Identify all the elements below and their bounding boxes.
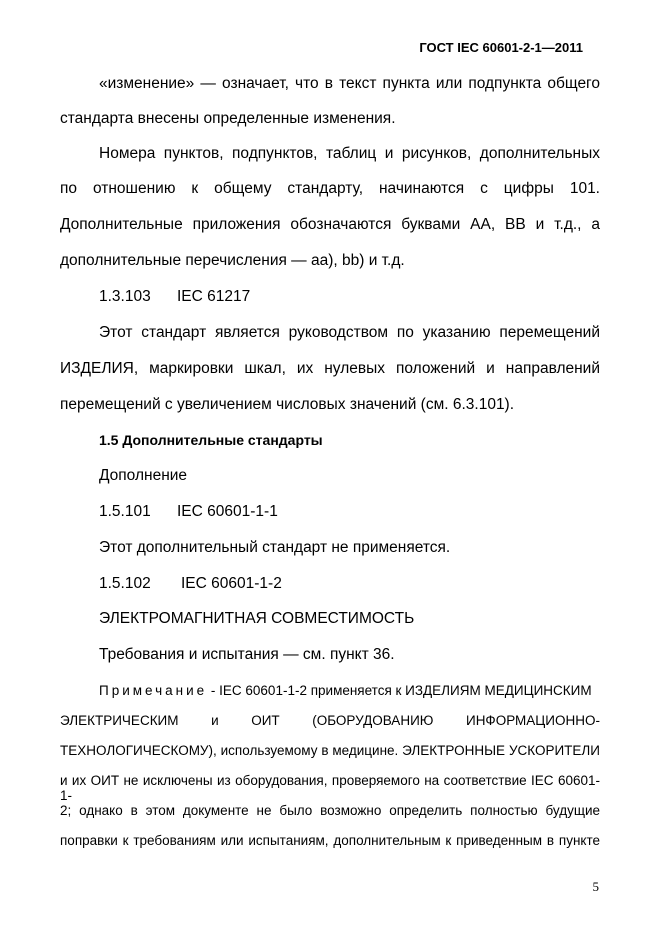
- section-title: 1.5 Дополнительные стандарты: [99, 432, 323, 448]
- note-text: - IEC 60601-1-2 применяется к ИЗДЕЛИЯМ МЕДИЦИНСКИМ: [210, 683, 592, 698]
- text-line: дополнительные перечисления — аа), bb) и т.д.: [60, 252, 405, 269]
- text-line: Этот стандарт является руководством по указанию перемещений: [99, 324, 600, 341]
- text-line: Этот дополнительный стандарт не применяется.: [99, 539, 451, 556]
- subsection-reference: IEC 60601-1-1: [177, 503, 278, 520]
- subsection-number: 1.5.101: [99, 503, 151, 520]
- subsection-number: 1.5.102: [99, 575, 151, 592]
- note-label: Примечание: [99, 683, 208, 698]
- text-line: перемещений с увеличением числовых значений (см. 6.3.101).: [60, 396, 515, 413]
- page-number: 5: [592, 879, 599, 894]
- text-line: «изменение» — означает, что в текст пункта или подпункта общего: [99, 75, 600, 92]
- text-line: Номера пунктов, подпунктов, таблиц и рисунков, дополнительных: [99, 145, 600, 162]
- note-line: и их ОИТ не исключены из оборудования, проверяемого на соответствие IEC 60601-1-: [60, 773, 600, 803]
- note-line: поправки к требованиям или испытаниям, дополнительным к приведенным в пункте: [60, 833, 600, 848]
- subsection-heading: [99, 576, 600, 591]
- subsection-heading: [99, 289, 600, 304]
- text-line: ЭЛЕКТРОМАГНИТНАЯ СОВМЕСТИМОСТЬ: [99, 610, 415, 627]
- text-line: ИЗДЕЛИЯ, маркировки шкал, их нулевых положений и направлений: [60, 360, 600, 377]
- note-line: [99, 683, 600, 698]
- note-line: ТЕХНОЛОГИЧЕСКОМУ), используемому в медицине. ЭЛЕКТРОННЫЕ УСКОРИТЕЛИ: [60, 743, 600, 758]
- text-line: стандарта внесены определенные изменения.: [60, 110, 396, 127]
- subsection-heading: [99, 504, 600, 519]
- text-line: по отношению к общему стандарту, начинаются с цифры 101.: [60, 180, 600, 197]
- note-line: 2; однако в этом документе не было возможно определить полностью будущие: [60, 803, 600, 818]
- text-line: Дополнительные приложения обозначаются буквами АА, ВВ и т.д., а: [60, 216, 600, 233]
- text-line: Требования и испытания — см. пункт 36.: [99, 646, 395, 663]
- document-header: ГОСТ IEC 60601-2-1—2011: [419, 40, 583, 55]
- subsection-reference: IEC 61217: [177, 288, 251, 305]
- subsection-number: 1.3.103: [99, 288, 151, 305]
- note-line: ЭЛЕКТРИЧЕСКИМ и ОИТ (ОБОРУДОВАНИЮ ИНФОРМАЦИОННО-: [60, 713, 600, 728]
- text-line: Дополнение: [99, 467, 188, 484]
- subsection-reference: IEC 60601-1-2: [181, 575, 282, 592]
